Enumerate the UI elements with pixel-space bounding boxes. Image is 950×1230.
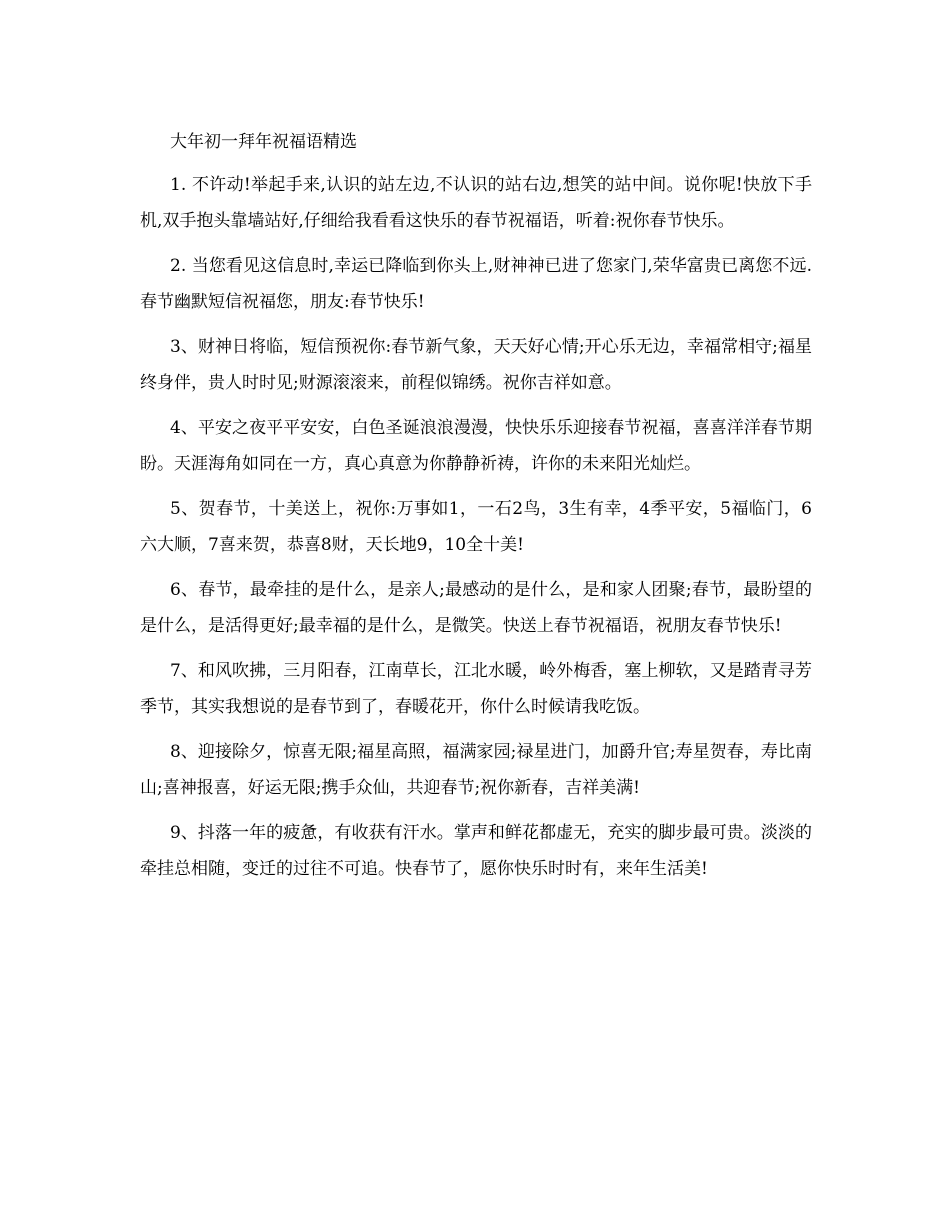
paragraph-5: 5、贺春节，十美送上，祝你:万事如1，一石2鸟，3生有幸，4季平安，5福临门，6六大顺，7喜来贺，恭喜8财，天长地9，10全十美! xyxy=(140,499,812,555)
paragraph-7: 7、和风吹拂，三月阳春，江南草长，江北水暖，岭外梅香，塞上柳软，又是踏青寻芳季节，其实我想说的是春节到了，春暖花开，你什么时候请我吃饭。 xyxy=(140,661,812,717)
paragraph-9: 9、抖落一年的疲惫，有收获有汗水。掌声和鲜花都虚无，充实的脚步最可贵。淡淡的牵挂总相随，变迁的过往不可追。快春节了，愿你快乐时时有，来年生活美! xyxy=(140,823,812,879)
paragraph-8: 8、迎接除夕，惊喜无限;福星高照，福满家园;禄星进门，加爵升官;寿星贺春，寿比南山;喜神报喜，好运无限;携手众仙，共迎春节;祝你新春，吉祥美满! xyxy=(140,742,812,798)
paragraph-1: 1. 不许动!举起手来,认识的站左边,不认识的站右边,想笑的站中间。说你呢!快放下手机,双手抱头靠墙站好,仔细给我看看这快乐的春节祝福语，听着:祝你春节快乐。 xyxy=(140,175,812,231)
paragraph-6: 6、春节，最牵挂的是什么，是亲人;最感动的是什么，是和家人团聚;春节，最盼望的是什么，是活得更好;最幸福的是什么，是微笑。快送上春节祝福语，祝朋友春节快乐! xyxy=(140,580,812,636)
paragraph-3: 3、财神日将临，短信预祝你:春节新气象，天天好心情;开心乐无边，幸福常相守;福星终身伴，贵人时时见;财源滚滚来，前程似锦绣。祝你吉祥如意。 xyxy=(140,337,812,393)
paragraph-4: 4、平安之夜平平安安，白色圣诞浪浪漫漫，快快乐乐迎接春节祝福，喜喜洋洋春节期盼。天涯海角如同在一方，真心真意为你静静祈祷，许你的未来阳光灿烂。 xyxy=(140,418,812,474)
paragraph-2: 2. 当您看见这信息时,幸运已降临到你头上,财神神已进了您家门,荣华富贵已离您不远.春节幽默短信祝福您，朋友:春节快乐! xyxy=(140,256,812,312)
document-title: 大年初一拜年祝福语精选 xyxy=(170,132,357,152)
document-page xyxy=(140,125,812,896)
